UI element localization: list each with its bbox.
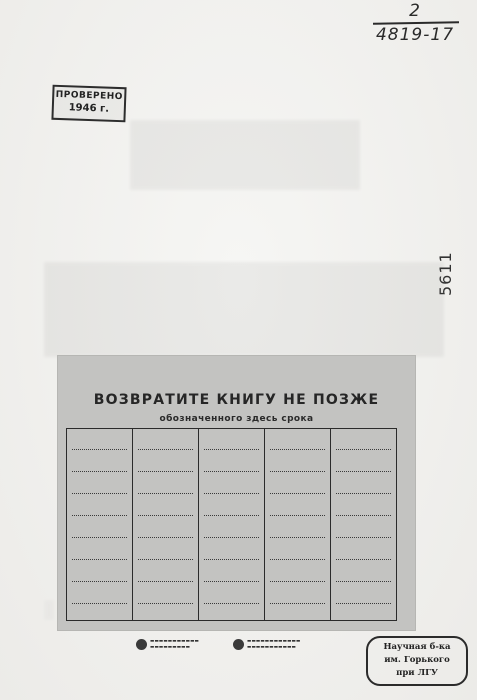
date-entry-line [270, 537, 325, 538]
shelf-mark-bottom: 4819-17 [375, 25, 455, 45]
date-entry-line [204, 449, 259, 450]
date-entry-line [72, 603, 127, 604]
date-entry-line [336, 493, 391, 494]
date-entry-line [204, 603, 259, 604]
imprint-text-block: ▬▬▬▬▬▬▬▬▬▬▬ ▬▬▬▬▬▬▬▬▬ [150, 639, 199, 650]
date-entry-line [72, 493, 127, 494]
date-entry-line [138, 493, 193, 494]
date-entry-line [270, 581, 325, 582]
date-entry-line [204, 493, 259, 494]
date-entry-line [336, 559, 391, 560]
date-entry-line [270, 559, 325, 560]
date-column [265, 429, 331, 620]
checked-stamp-line1: ПРОВЕРЕНО [55, 89, 124, 103]
date-entry-line [138, 449, 193, 450]
checked-stamp [51, 85, 126, 123]
date-entry-line [138, 603, 193, 604]
shelf-mark [365, 2, 465, 44]
date-entry-line [138, 471, 193, 472]
date-entry-line [72, 559, 127, 560]
date-entry-line [270, 515, 325, 516]
bleed-through-block [44, 600, 54, 620]
date-entry-line [336, 537, 391, 538]
return-date-grid [66, 428, 397, 621]
date-entry-line [204, 559, 259, 560]
imprint-text-block: ▬▬▬▬▬▬▬▬▬▬▬▬ ▬▬▬▬▬▬▬▬▬▬▬ [247, 639, 301, 650]
date-entry-line [72, 581, 127, 582]
date-entry-line [72, 471, 127, 472]
date-entry-line [336, 581, 391, 582]
date-entry-line [270, 449, 325, 450]
date-entry-line [336, 603, 391, 604]
date-column [67, 429, 133, 620]
date-entry-line [270, 603, 325, 604]
library-stamp-line2: им. Горького [384, 655, 450, 665]
printer-logo-icon [136, 639, 147, 650]
slip-title: ВОЗВРАТИТЕ КНИГУ НЕ ПОЗЖЕ [93, 392, 380, 408]
printer-imprint [136, 638, 356, 654]
library-stamp-line1: Научная б-ка [383, 642, 451, 652]
date-entry-line [204, 537, 259, 538]
date-entry-line [72, 449, 127, 450]
date-column [199, 429, 265, 620]
slip-subtitle: обозначенного здесь срока [159, 414, 314, 424]
date-entry-line [336, 449, 391, 450]
date-entry-line [270, 471, 325, 472]
bleed-through-block [44, 262, 444, 357]
date-entry-line [138, 537, 193, 538]
checked-stamp-line2: 1946 г. [68, 102, 110, 115]
date-entry-line [336, 515, 391, 516]
date-entry-line [72, 537, 127, 538]
library-stamp-line3: при ЛГУ [396, 668, 438, 678]
date-entry-line [138, 515, 193, 516]
library-stamp [366, 636, 468, 686]
date-entry-line [72, 515, 127, 516]
date-entry-line [270, 493, 325, 494]
date-entry-line [138, 581, 193, 582]
return-date-slip [58, 356, 415, 630]
date-entry-line [204, 471, 259, 472]
date-entry-line [204, 515, 259, 516]
inventory-number: 5611 [436, 251, 455, 296]
date-entry-line [204, 581, 259, 582]
printer-logo-icon [233, 639, 244, 650]
date-column [133, 429, 199, 620]
bleed-through-block [130, 120, 360, 190]
date-column [331, 429, 396, 620]
date-entry-line [138, 559, 193, 560]
shelf-mark-top: 2 [409, 1, 421, 21]
date-entry-line [336, 471, 391, 472]
